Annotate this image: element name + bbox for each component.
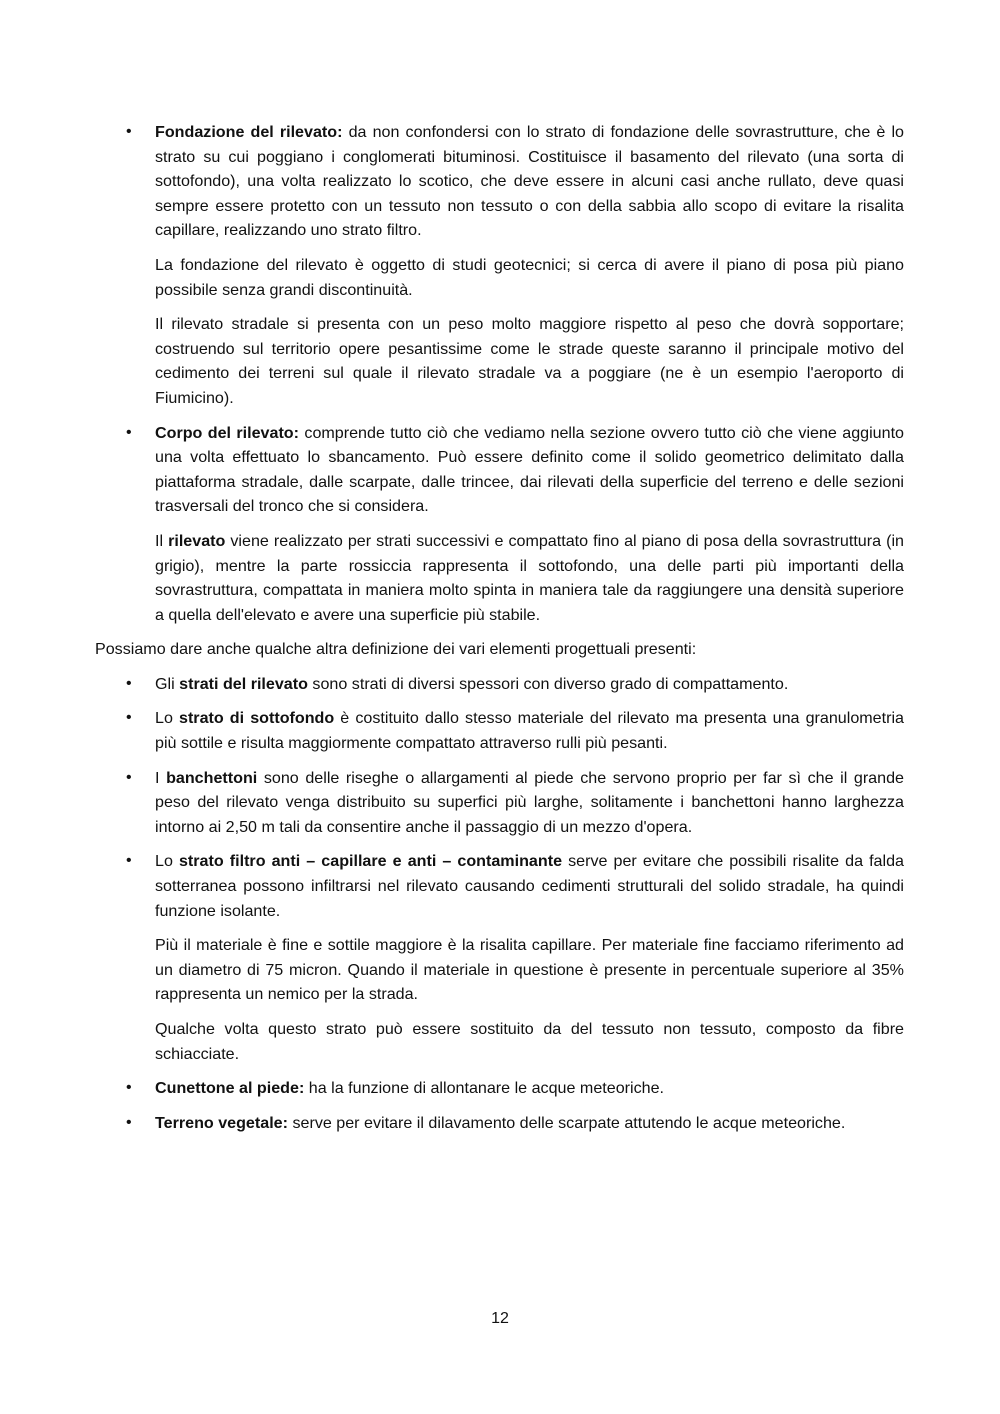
intro-paragraph: Possiamo dare anche qualche altra definizione dei vari elementi progettuali presenti: bbox=[95, 640, 697, 659]
item-term: rilevato bbox=[168, 531, 226, 550]
paragraph: Più il materiale è fine e sottile maggiore è la risalita capillare. Per materiale fine facciamo riferimento ad un diametro di 75 micron. Quando il materiale in questione è presente in percentuale superiore al 35% rappresenta un nemico per la strada. bbox=[155, 936, 904, 1004]
item-term: strato filtro anti – capillare e anti – contaminante bbox=[178, 852, 563, 871]
item-text: da non confondersi con lo strato di fondazione delle sovrastrutture, che è lo strato su cui poggiano i conglomerati bituminosi. Costituisce il basamento del rilevato (una sorta di sottofondo), una volta realizzato lo scotico, che deve essere in alcuni casi anche rullato, deve quasi sempre essere protetto con un tessuto non tessuto o con della sabbia allo scopo di evitare la risalita capillare, realizzando uno strato filtro. bbox=[155, 123, 904, 240]
item-term: strato di sottofondo bbox=[179, 709, 335, 728]
paragraph bbox=[155, 766, 904, 840]
list-item bbox=[95, 849, 904, 1066]
item-text: Lo bbox=[155, 709, 179, 728]
list-item bbox=[95, 1111, 904, 1136]
item-text: ha la funzione di allontanare le acque meteoriche. bbox=[304, 1079, 664, 1098]
list-item bbox=[95, 1076, 904, 1101]
bullet-icon: • bbox=[126, 852, 132, 870]
list-item bbox=[95, 421, 904, 628]
paragraph bbox=[155, 120, 904, 243]
bullet-icon: • bbox=[126, 1113, 132, 1131]
item-term: Corpo del rilevato: bbox=[155, 423, 300, 442]
item-text: comprende tutto ciò che vediamo nella sezione ovvero tutto ciò che viene aggiunto una volta effettuato lo sbancamento. Può essere definito come il solido geometrico delimitato dalla piattaforma stradale, dalle scarpate, dalle trincee, dai rilevati della superficie del terreno e delle sezioni trasversali del tronco che si considera. bbox=[155, 423, 905, 516]
paragraph bbox=[155, 706, 904, 755]
item-text: è costituito dallo stesso materiale del rilevato ma presenta una granulometria più sottile e risulta maggiormente compattato attraverso rulli più pesanti. bbox=[155, 709, 904, 753]
item-text: Il bbox=[155, 531, 169, 550]
page-body bbox=[95, 120, 904, 1145]
paragraph bbox=[155, 849, 904, 923]
paragraph bbox=[155, 529, 904, 627]
list-item bbox=[95, 120, 904, 411]
bullet-icon: • bbox=[126, 674, 132, 692]
paragraph bbox=[155, 672, 904, 697]
bullet-icon: • bbox=[126, 123, 132, 140]
paragraph: Il rilevato stradale si presenta con un peso molto maggiore rispetto al peso che dovrà sopportare; costruendo sul territorio opere pesantissime come le strade queste saranno il principale motivo del cedimento dei terreni sul quale il rilevato stradale va a poggiare (ne è un esempio l'aeroporto di Fiumicino). bbox=[155, 315, 904, 407]
paragraph bbox=[155, 1076, 904, 1101]
paragraph bbox=[155, 421, 904, 519]
bullet-icon: • bbox=[126, 1079, 132, 1097]
item-term: strati del rilevato bbox=[179, 674, 308, 693]
item-text: Gli bbox=[155, 674, 180, 693]
bullet-list-2 bbox=[95, 672, 904, 1136]
bullet-list-1 bbox=[95, 120, 904, 627]
item-term: Fondazione del rilevato: bbox=[155, 123, 343, 141]
paragraph: Qualche volta questo strato può essere sostituito da del tessuto non tessuto, composto da fibre schiacciate. bbox=[155, 1020, 904, 1063]
paragraph bbox=[155, 1111, 904, 1136]
bullet-icon: • bbox=[126, 709, 132, 727]
item-term: Cunettone al piede: bbox=[155, 1079, 305, 1098]
item-text: serve per evitare che possibili risalite da falda sotterranea possono infiltrarsi nel rilevato causando cedimenti strutturali del solido stradale, ha quindi funzione isolante. bbox=[155, 852, 904, 920]
item-text: viene realizzato per strati successivi e compattato fino al piano di posa della sovrastruttura (in grigio), mentre la parte rossiccia rappresenta il sottofondo, una delle parti più importanti della sovrastruttura, compattata in maniera molto spinta in maniera tale da raggiungere una densità superiore a quella dell'elevato e avere una superficie più stabile. bbox=[155, 531, 904, 624]
list-item bbox=[95, 672, 904, 697]
page-number: 12 bbox=[491, 1310, 509, 1327]
item-term: banchettoni bbox=[166, 768, 258, 787]
bullet-icon: • bbox=[126, 768, 132, 786]
item-text: Lo bbox=[155, 852, 179, 871]
item-text: sono delle riseghe o allargamenti al piede che servono proprio per far sì che il grande peso del rilevato venga distribuito su superfici più larghe, solitamente i banchettoni hanno larghezza intorno ai 2,50 m tali da consentire anche il passaggio di un mezzo d'opera. bbox=[155, 768, 904, 836]
list-item bbox=[95, 706, 904, 755]
bullet-icon: • bbox=[126, 423, 132, 441]
item-text: sono strati di diversi spessori con diverso grado di compattamento. bbox=[307, 674, 789, 693]
item-text: I bbox=[155, 768, 167, 787]
paragraph: La fondazione del rilevato è oggetto di studi geotecnici; si cerca di avere il piano di posa più piano possibile senza grandi discontinuità. bbox=[155, 255, 904, 299]
list-item bbox=[95, 766, 904, 840]
item-term: Terreno vegetale: bbox=[155, 1113, 288, 1132]
item-text: serve per evitare il dilavamento delle scarpate attutendo le acque meteoriche. bbox=[287, 1113, 846, 1132]
